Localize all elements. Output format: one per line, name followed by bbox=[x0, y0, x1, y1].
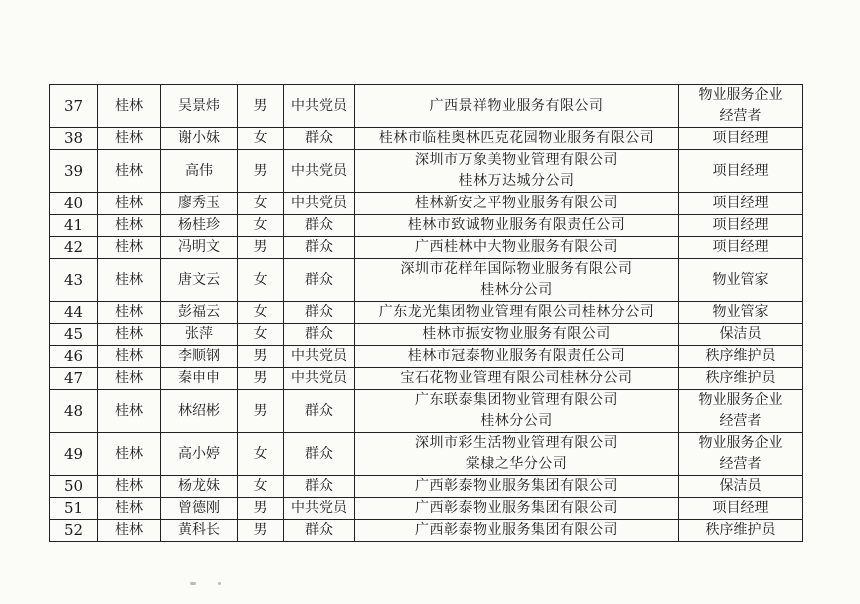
table-row bbox=[50, 150, 803, 193]
company-cell bbox=[355, 368, 679, 390]
party-cell: 中共党员 bbox=[284, 85, 355, 128]
company-cell bbox=[355, 215, 679, 237]
row-number: 48 bbox=[50, 390, 98, 433]
city-cell: 桂林 bbox=[98, 476, 161, 498]
sex-cell: 男 bbox=[238, 390, 284, 433]
position-cell bbox=[679, 85, 803, 128]
party-cell: 中共党员 bbox=[284, 498, 355, 520]
position-cell-line: 经营者 bbox=[719, 108, 762, 124]
name-cell: 杨桂珍 bbox=[161, 215, 238, 237]
table-row bbox=[50, 259, 803, 302]
table-row bbox=[50, 390, 803, 433]
sex-cell: 男 bbox=[238, 85, 284, 128]
position-cell-line: 物业服务企业 bbox=[698, 435, 783, 451]
company-cell bbox=[355, 324, 679, 346]
company-cell-line: 广西景祥物业服务有限公司 bbox=[429, 97, 604, 114]
row-number: 41 bbox=[50, 215, 98, 237]
company-cell-line: 桂林市振安物业服务有限公司 bbox=[422, 326, 611, 342]
sex-cell: 女 bbox=[238, 128, 284, 150]
party-cell: 中共党员 bbox=[284, 150, 355, 193]
company-cell-line: 广东龙光集团物业管理有限公司桂林分公司 bbox=[378, 304, 655, 320]
position-cell bbox=[679, 498, 803, 520]
company-cell-line: 桂林新安之平物业服务有限公司 bbox=[415, 195, 618, 211]
party-cell: 群众 bbox=[284, 237, 355, 259]
sex-cell: 女 bbox=[238, 259, 284, 302]
city-cell: 桂林 bbox=[98, 433, 161, 476]
position-cell bbox=[679, 346, 803, 368]
sex-cell: 女 bbox=[238, 324, 284, 346]
city-cell: 桂林 bbox=[98, 259, 161, 302]
position-cell-line: 经营者 bbox=[719, 456, 762, 472]
row-number: 40 bbox=[50, 193, 98, 215]
position-cell-line: 物业服务企业 bbox=[698, 392, 783, 408]
position-cell bbox=[679, 390, 803, 433]
party-cell: 群众 bbox=[284, 302, 355, 324]
city-cell: 桂林 bbox=[98, 302, 161, 324]
party-cell: 群众 bbox=[284, 259, 355, 302]
name-cell: 李顺钢 bbox=[161, 346, 238, 368]
row-number: 51 bbox=[50, 498, 98, 520]
name-cell: 张萍 bbox=[161, 324, 238, 346]
row-number: 43 bbox=[50, 259, 98, 302]
company-cell-line: 桂林分公司 bbox=[480, 413, 553, 429]
party-cell: 中共党员 bbox=[284, 346, 355, 368]
name-cell: 谢小妹 bbox=[161, 128, 238, 150]
position-cell bbox=[679, 368, 803, 390]
company-cell-line: 深圳市彩生活物业管理有限公司 bbox=[415, 435, 618, 451]
name-cell: 唐文云 bbox=[161, 259, 238, 302]
city-cell: 桂林 bbox=[98, 150, 161, 193]
sex-cell: 男 bbox=[238, 237, 284, 259]
city-cell: 桂林 bbox=[98, 368, 161, 390]
city-cell: 桂林 bbox=[98, 498, 161, 520]
position-cell bbox=[679, 193, 803, 215]
position-cell-line: 项目经理 bbox=[712, 130, 769, 146]
company-cell-line: 桂林分公司 bbox=[480, 282, 553, 298]
company-cell bbox=[355, 150, 679, 193]
company-cell bbox=[355, 476, 679, 498]
position-cell-line: 秩序维护员 bbox=[705, 370, 776, 386]
company-cell bbox=[355, 498, 679, 520]
city-cell: 桂林 bbox=[98, 237, 161, 259]
company-cell bbox=[355, 346, 679, 368]
company-cell bbox=[355, 390, 679, 433]
row-number: 38 bbox=[50, 128, 98, 150]
city-cell: 桂林 bbox=[98, 324, 161, 346]
position-cell bbox=[679, 433, 803, 476]
row-number: 49 bbox=[50, 433, 98, 476]
name-cell: 彭福云 bbox=[161, 302, 238, 324]
row-number: 45 bbox=[50, 324, 98, 346]
position-cell bbox=[679, 150, 803, 193]
party-cell: 群众 bbox=[284, 433, 355, 476]
company-cell-line: 桂林市临桂奥林匹克花园物业服务有限公司 bbox=[378, 130, 655, 146]
scan-speck bbox=[190, 582, 196, 585]
name-cell: 冯明文 bbox=[161, 237, 238, 259]
table-row bbox=[50, 302, 803, 324]
roster-body bbox=[50, 85, 803, 542]
position-cell bbox=[679, 324, 803, 346]
party-cell: 群众 bbox=[284, 476, 355, 498]
company-cell bbox=[355, 85, 679, 128]
company-cell-line: 棠棣之华分公司 bbox=[465, 456, 568, 472]
table-row bbox=[50, 193, 803, 215]
name-cell: 吴景炜 bbox=[161, 85, 238, 128]
company-cell-line: 深圳市万象美物业管理有限公司 bbox=[415, 152, 618, 168]
name-cell: 林绍彬 bbox=[161, 390, 238, 433]
table-row bbox=[50, 346, 803, 368]
position-cell-line: 物业管家 bbox=[712, 271, 769, 288]
position-cell-line: 秩序维护员 bbox=[705, 522, 776, 538]
table-row bbox=[50, 498, 803, 520]
table-row bbox=[50, 520, 803, 542]
table-row bbox=[50, 368, 803, 390]
position-cell bbox=[679, 128, 803, 150]
position-cell bbox=[679, 476, 803, 498]
city-cell: 桂林 bbox=[98, 193, 161, 215]
city-cell: 桂林 bbox=[98, 85, 161, 128]
sex-cell: 男 bbox=[238, 368, 284, 390]
name-cell: 廖秀玉 bbox=[161, 193, 238, 215]
company-cell bbox=[355, 193, 679, 215]
name-cell: 高伟 bbox=[161, 150, 238, 193]
city-cell: 桂林 bbox=[98, 390, 161, 433]
party-cell: 中共党员 bbox=[284, 368, 355, 390]
row-number: 44 bbox=[50, 302, 98, 324]
table-row bbox=[50, 476, 803, 498]
name-cell: 黄科长 bbox=[161, 520, 238, 542]
position-cell bbox=[679, 520, 803, 542]
company-cell bbox=[355, 433, 679, 476]
company-cell bbox=[355, 237, 679, 259]
position-cell-line: 经营者 bbox=[719, 413, 762, 429]
sex-cell: 女 bbox=[238, 476, 284, 498]
position-cell-line: 项目经理 bbox=[712, 239, 769, 255]
position-cell-line: 项目经理 bbox=[712, 195, 769, 211]
position-cell bbox=[679, 215, 803, 237]
company-cell-line: 桂林市冠泰物业服务有限责任公司 bbox=[407, 348, 626, 364]
position-cell-line: 物业管家 bbox=[712, 304, 769, 320]
company-cell-line: 桂林市致诚物业服务有限责任公司 bbox=[407, 217, 626, 233]
name-cell: 秦申申 bbox=[161, 368, 238, 390]
position-cell-line: 物业服务企业 bbox=[698, 87, 783, 103]
table-row bbox=[50, 237, 803, 259]
sex-cell: 女 bbox=[238, 302, 284, 324]
company-cell bbox=[355, 520, 679, 542]
company-cell bbox=[355, 259, 679, 302]
position-cell-line: 项目经理 bbox=[712, 217, 769, 233]
row-number: 42 bbox=[50, 237, 98, 259]
sex-cell: 男 bbox=[238, 346, 284, 368]
position-cell-line: 项目经理 bbox=[712, 500, 769, 516]
party-cell: 群众 bbox=[284, 215, 355, 237]
company-cell bbox=[355, 128, 679, 150]
position-cell bbox=[679, 259, 803, 302]
company-cell-line: 广西彰泰物业服务集团有限公司 bbox=[415, 478, 618, 494]
city-cell: 桂林 bbox=[98, 215, 161, 237]
row-number: 39 bbox=[50, 150, 98, 193]
company-cell-line: 桂林万达城分公司 bbox=[458, 173, 575, 189]
sex-cell: 男 bbox=[238, 498, 284, 520]
position-cell bbox=[679, 237, 803, 259]
party-cell: 中共党员 bbox=[284, 193, 355, 215]
party-cell: 群众 bbox=[284, 324, 355, 346]
company-cell-line: 深圳市花样年国际物业服务有限公司 bbox=[400, 261, 633, 277]
position-cell-line: 保洁员 bbox=[719, 326, 762, 342]
city-cell: 桂林 bbox=[98, 520, 161, 542]
position-cell-line: 项目经理 bbox=[712, 162, 769, 179]
sex-cell: 男 bbox=[238, 150, 284, 193]
sex-cell: 男 bbox=[238, 520, 284, 542]
name-cell: 高小婷 bbox=[161, 433, 238, 476]
row-number: 37 bbox=[50, 85, 98, 128]
sex-cell: 女 bbox=[238, 193, 284, 215]
company-cell-line: 广西彰泰物业服务集团有限公司 bbox=[415, 522, 618, 538]
table-row bbox=[50, 433, 803, 476]
position-cell-line: 保洁员 bbox=[719, 478, 762, 494]
table-row bbox=[50, 215, 803, 237]
table-row bbox=[50, 85, 803, 128]
company-cell-line: 广西桂林中大物业服务有限公司 bbox=[415, 239, 618, 255]
name-cell: 杨龙妹 bbox=[161, 476, 238, 498]
company-cell-line: 宝石花物业管理有限公司桂林分公司 bbox=[400, 370, 633, 386]
row-number: 52 bbox=[50, 520, 98, 542]
position-cell-line: 秩序维护员 bbox=[705, 348, 776, 364]
company-cell-line: 广西彰泰物业服务集团有限公司 bbox=[415, 500, 618, 516]
table-row bbox=[50, 324, 803, 346]
roster-table bbox=[49, 84, 803, 542]
scan-speck bbox=[218, 582, 221, 585]
sex-cell: 女 bbox=[238, 433, 284, 476]
company-cell bbox=[355, 302, 679, 324]
party-cell: 群众 bbox=[284, 128, 355, 150]
row-number: 46 bbox=[50, 346, 98, 368]
name-cell: 曾德刚 bbox=[161, 498, 238, 520]
row-number: 47 bbox=[50, 368, 98, 390]
city-cell: 桂林 bbox=[98, 128, 161, 150]
city-cell: 桂林 bbox=[98, 346, 161, 368]
table-row bbox=[50, 128, 803, 150]
row-number: 50 bbox=[50, 476, 98, 498]
position-cell bbox=[679, 302, 803, 324]
company-cell-line: 广东联泰集团物业管理有限公司 bbox=[415, 392, 618, 408]
sex-cell: 女 bbox=[238, 215, 284, 237]
party-cell: 群众 bbox=[284, 390, 355, 433]
party-cell: 群众 bbox=[284, 520, 355, 542]
